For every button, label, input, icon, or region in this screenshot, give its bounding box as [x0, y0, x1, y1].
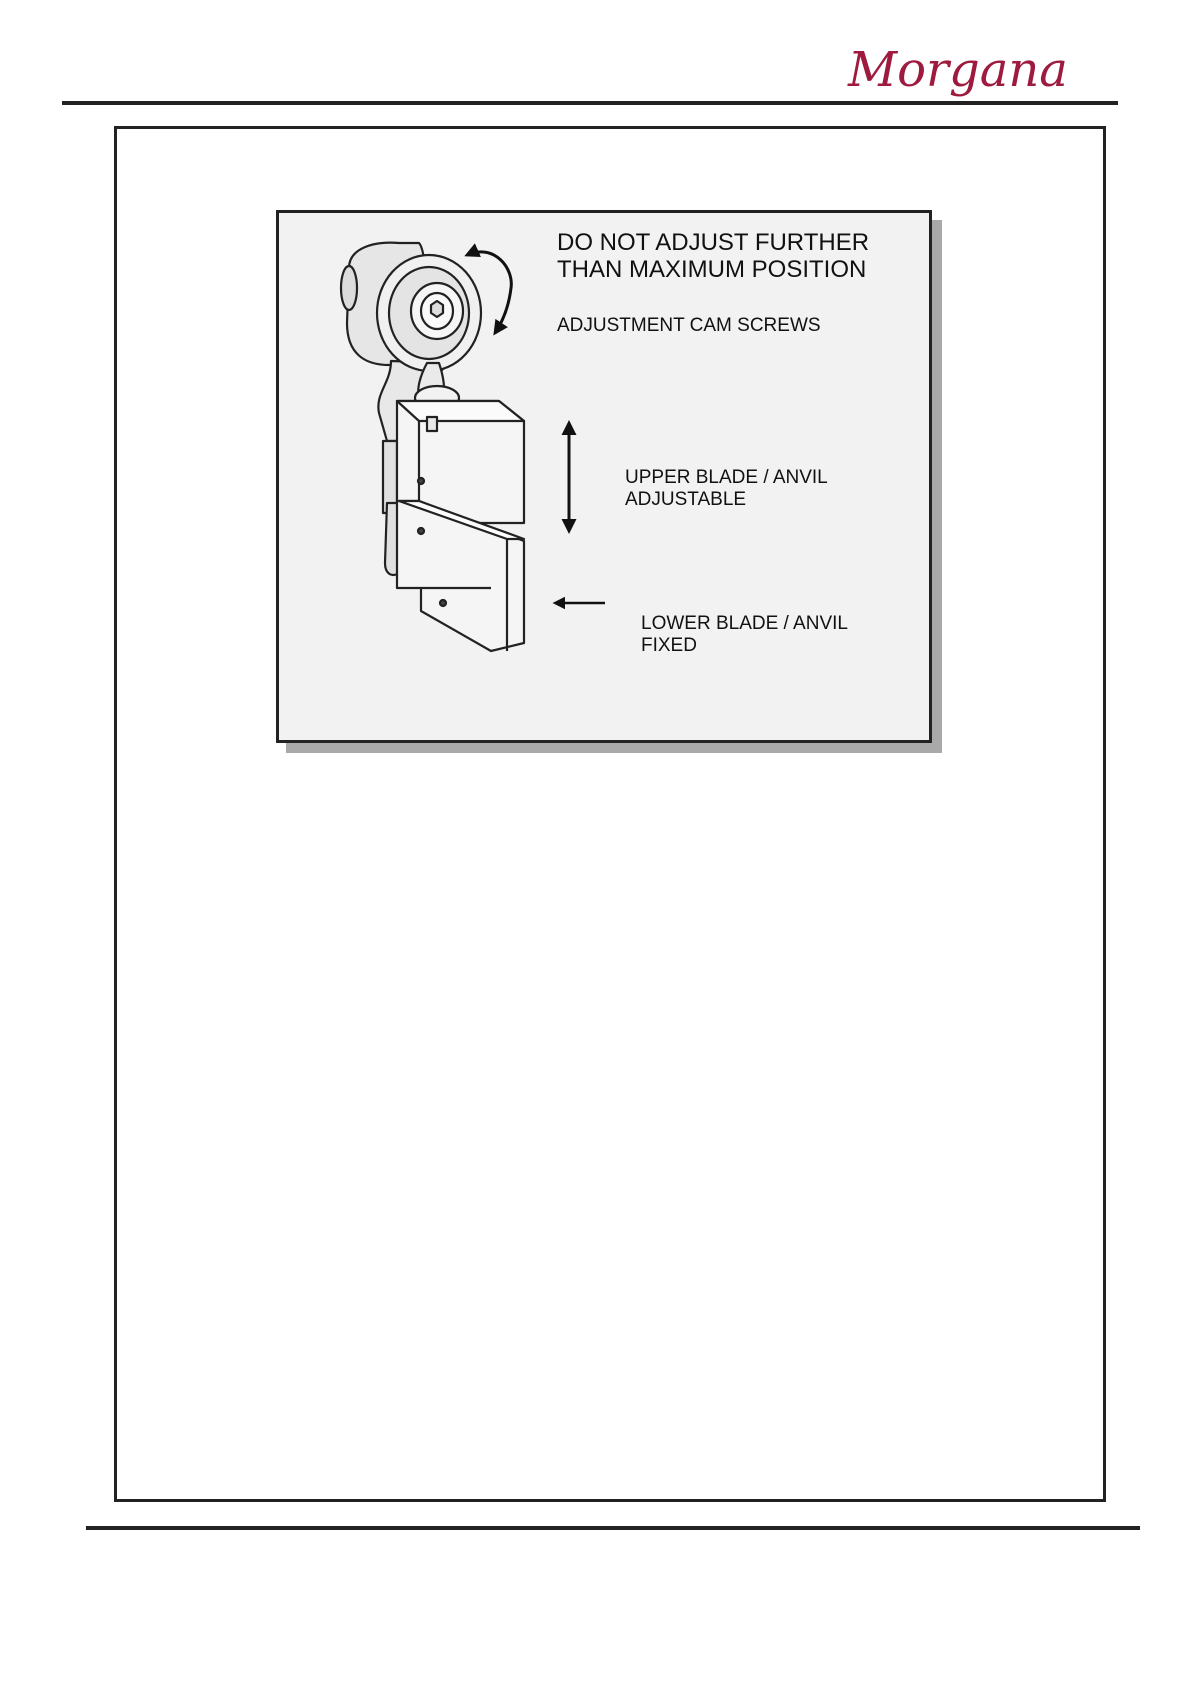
warning-line-2: THAN MAXIMUM POSITION: [557, 256, 867, 283]
morgana-logo: Morgana: [848, 42, 1068, 98]
header-rule: [62, 101, 1118, 105]
footer-rule: [86, 1526, 1140, 1530]
lower-blade-line-1: LOWER BLADE / ANVIL: [641, 613, 848, 634]
upper-blade-line-1: UPPER BLADE / ANVIL: [625, 467, 828, 488]
upper-blade-label: [625, 467, 828, 511]
blade-adjustment-figure: [276, 210, 932, 743]
lower-blade-line-2: FIXED: [641, 635, 697, 656]
warning-line-1: DO NOT ADJUST FURTHER: [557, 229, 870, 256]
blade-assembly-illustration: [279, 213, 929, 740]
cam-screws-label: ADJUSTMENT CAM SCREWS: [557, 315, 821, 336]
max-position-warning: [557, 229, 869, 283]
upper-blade-line-2: ADJUSTABLE: [625, 489, 747, 510]
lower-blade-label: [641, 613, 848, 657]
